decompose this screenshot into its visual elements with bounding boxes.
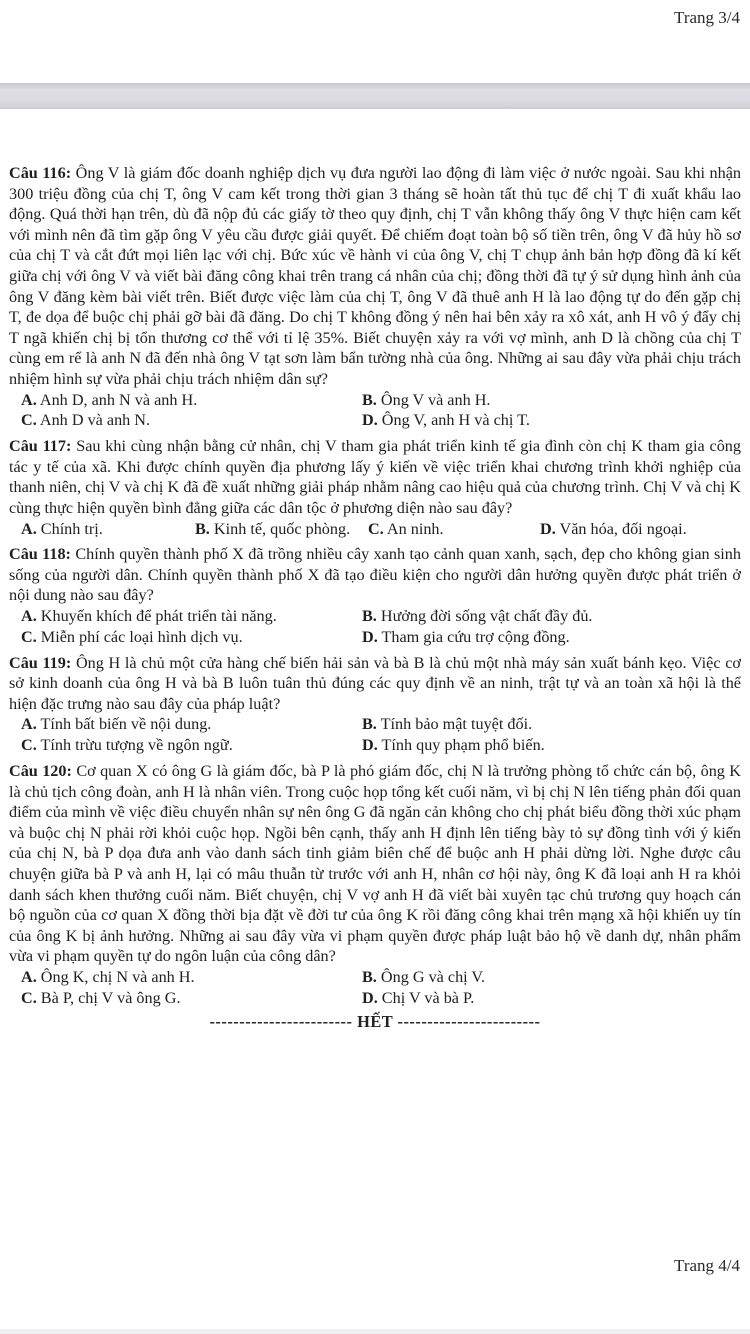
answer-option — [362, 967, 741, 988]
answer-option — [362, 714, 741, 735]
option-letter: A. — [21, 390, 37, 409]
question-number: Câu 117: — [9, 437, 77, 456]
option-text: Tính trừu tượng về ngôn ngữ. — [36, 736, 233, 755]
answer-option — [195, 519, 368, 540]
options-grid — [9, 519, 741, 540]
answer-option — [21, 390, 362, 411]
option-letter: C. — [21, 988, 37, 1007]
question-block — [9, 761, 741, 1009]
option-text: Kinh tế, quốc phòng. — [209, 519, 351, 538]
question-text: Câu 116: Ông V là giám đốc doanh nghiệp dịch vụ đưa người lao động đi làm việc ở nước ngoài. Sau khi nhận 300 triệu đồng của chị T, ông V cam kết trong thời gian 3 tháng sẽ hoàn tất thủ tục để chị T đi xuất khẩu lao động. Quá thời hạn trên, dù đã nộp đủ các giấy tờ theo quy định, chị T vẫn không thấy ông V thực hiện cam kết với mình nên đã tìm gặp ông V yêu cầu được giải quyết. Để chiếm đoạt toàn bộ số tiền trên, ông V đã hủy hồ sơ của chị T và cắt đứt mọi liên lạc với chị. Bức xúc về hành vi của ông V, chị T chụp ảnh bản hợp đồng đã kí kết giữa chị với ông V và viết bài đăng công khai trên trang cá nhân của chị; đồng thời đã tự ý sử dụng hình ảnh của ông V đăng kèm bài viết trên. Biết được việc làm của chị T, ông V đã thuê anh H là lao động tự do đến gặp chị T, đe dọa để buộc chị phải gỡ bài đã đăng. Do chị T không đồng ý nên hai bên xảy ra xô xát, anh H vô ý đẩy chị T ngã khiến chị bị tổn thương cơ thể với tỉ lệ 35%. Biết chuyện xảy ra với vợ mình, anh D là chồng của chị T cùng em rể là anh N đã đến nhà ông V tạt sơn làm bẩn tường nhà của ông. Những ai sau đây vừa phải chịu trách nhiệm hình sự vừa phải chịu trách nhiệm dân sự? — [9, 164, 741, 388]
option-letter: B. — [195, 519, 210, 538]
answer-option — [362, 988, 741, 1009]
options-grid — [9, 390, 741, 432]
questions-list — [9, 163, 741, 1009]
section-divider-bar — [0, 83, 750, 109]
option-text: Tham gia cứu trợ cộng đồng. — [377, 627, 570, 646]
option-text: Anh D, anh N và anh H. — [36, 390, 198, 409]
option-letter: A. — [21, 967, 37, 986]
end-marker-dashes-right: ------------------------ — [397, 1011, 541, 1031]
question-number: Câu 119: — [9, 653, 76, 672]
bottom-edge-strip — [0, 1329, 750, 1334]
option-letter: D. — [362, 627, 378, 646]
question-text: Câu 120: Cơ quan X có ông G là giám đốc, bà P là phó giám đốc, chị N là trưởng phòng tổ chức cán bộ, ông K là chủ tịch công đoàn, anh H là nhân viên. Trong cuộc họp tổng kết cuối năm, vì bị chị N lên tiếng phản đối quan điểm của mình về việc điều chuyển nhân sự nên ông G đã ngăn cản không cho chị phát biểu đồng thời xúc phạm và buộc chị N phải rời khỏi cuộc họp. Ngồi bên cạnh, thấy anh H định lên tiếng bày tỏ sự đồng tình với ý kiến của chị N, bà P dọa đưa anh vào danh sách tinh giảm biên chế để buộc anh H phải dừng lời. Nghe được câu chuyện giữa bà P và anh H, lại có mâu thuẫn từ trước với anh H, nhân cơ hội này, ông K đã loại anh H ra khỏi danh sách khen thưởng cuối năm. Biết chuyện, chị V vợ anh H đã viết bài xuyên tạc chủ trương quy hoạch cán bộ nguồn của cơ quan X đồng thời bịa đặt về đời tư của ông K rồi đăng công khai trên mạng xã hội khiến uy tín của ông K bị ảnh hưởng. Những ai sau đây vừa vi phạm quyền được pháp luật bảo hộ về danh dự, nhân phẩm vừa vi phạm quyền tự do ngôn luận của công dân? — [9, 762, 742, 966]
answer-option — [21, 627, 362, 648]
page-number-header: Trang 3/4 — [674, 8, 740, 27]
option-letter: B. — [362, 607, 377, 626]
option-text: Chính trị. — [36, 519, 103, 538]
question-text: Câu 118: Chính quyền thành phố X đã trồng nhiều cây xanh tạo cảnh quan xanh, sạch, đẹp cho không gian sinh sống của người dân. Chính quyền thành phố X đã tạo điều kiện cho người dân hưởng quyền được phát triển ở nội dung nào sau đây? — [9, 545, 741, 605]
question-text: Câu 117: Sau khi cùng nhận bằng cử nhân, chị V tham gia phát triển kinh tế gia đình còn chị K tham gia công tác y tế của xã. Khi được chính quyền địa phương lấy ý kiến về việc triển khai chương trình khởi nghiệp của thanh niên, chị V và chị K đã đề xuất những giải pháp nhằm nâng cao hiệu quả của chương trình. Chị V và chị K cùng thực hiện quyền bình đẳng giữa các dân tộc ở phương diện nào sau đây? — [9, 437, 741, 517]
answer-option — [21, 714, 362, 735]
page-number-footer: Trang 4/4 — [674, 1256, 740, 1275]
option-text: Chị V và bà P. — [377, 988, 475, 1007]
options-grid — [9, 967, 741, 1009]
answer-option — [362, 627, 741, 648]
option-text: Văn hóa, đối ngoại. — [555, 519, 687, 538]
option-letter: D. — [362, 736, 378, 755]
option-letter: A. — [21, 607, 37, 626]
end-marker — [9, 1011, 741, 1032]
option-letter: A. — [21, 715, 37, 734]
answer-option — [21, 606, 362, 627]
question-number: Câu 116: — [9, 164, 76, 182]
option-letter: C. — [21, 627, 37, 646]
option-text: Ông V, anh H và chị T. — [377, 411, 530, 430]
answer-option — [21, 410, 362, 431]
option-text: Ông G và chị V. — [376, 967, 486, 986]
options-grid — [9, 714, 741, 756]
end-marker-dashes-left: ------------------------ — [209, 1011, 353, 1031]
option-text: Ông V và anh H. — [376, 390, 491, 409]
option-letter: C. — [21, 736, 37, 755]
option-text: Ông K, chị N và anh H. — [36, 967, 195, 986]
option-text: Miễn phí các loại hình dịch vụ. — [36, 627, 243, 646]
question-number: Câu 118: — [9, 545, 76, 564]
option-letter: B. — [362, 715, 377, 734]
option-text: Tính bảo mật tuyệt đối. — [376, 715, 533, 734]
question-block — [9, 163, 741, 431]
answer-option — [362, 606, 741, 627]
option-letter: D. — [362, 988, 378, 1007]
question-block — [9, 436, 741, 539]
question-block — [9, 653, 741, 756]
exam-content — [0, 163, 750, 1032]
question-block — [9, 544, 741, 647]
option-text: Bà P, chị V và ông G. — [36, 988, 181, 1007]
option-letter: C. — [21, 411, 37, 430]
answer-option — [21, 519, 195, 540]
option-letter: C. — [368, 519, 384, 538]
question-text: Câu 119: Ông H là chủ một cửa hàng chế biến hải sản và bà B là chủ một nhà máy sản xuất bánh kẹo. Việc cơ sở kinh doanh của ông H và bà B luôn tuân thủ đúng các quy định về an ninh, trật tự và an toàn xã hội là thể hiện đặc trưng nào sau đây của pháp luật? — [9, 653, 741, 713]
option-letter: D. — [540, 519, 556, 538]
options-grid — [9, 606, 741, 648]
option-text: Anh D và anh N. — [36, 411, 151, 430]
option-letter: A. — [21, 519, 37, 538]
answer-option — [368, 519, 540, 540]
end-marker-label: HẾT — [357, 1011, 393, 1031]
option-text: Hưởng đời sống vật chất đầy đủ. — [376, 607, 593, 626]
answer-option — [21, 967, 362, 988]
answer-option — [21, 988, 362, 1009]
answer-option — [540, 519, 741, 540]
option-letter: B. — [362, 967, 377, 986]
answer-option — [362, 735, 741, 756]
option-text: Tính quy phạm phổ biến. — [377, 736, 545, 755]
option-letter: D. — [362, 411, 378, 430]
question-number: Câu 120: — [9, 762, 77, 781]
option-letter: B. — [362, 390, 377, 409]
option-text: An ninh. — [383, 519, 444, 538]
answer-option — [362, 410, 741, 431]
answer-option — [21, 735, 362, 756]
option-text: Tính bất biến về nội dung. — [36, 715, 212, 734]
option-text: Khuyến khích để phát triển tài năng. — [36, 607, 277, 626]
answer-option — [362, 390, 741, 411]
